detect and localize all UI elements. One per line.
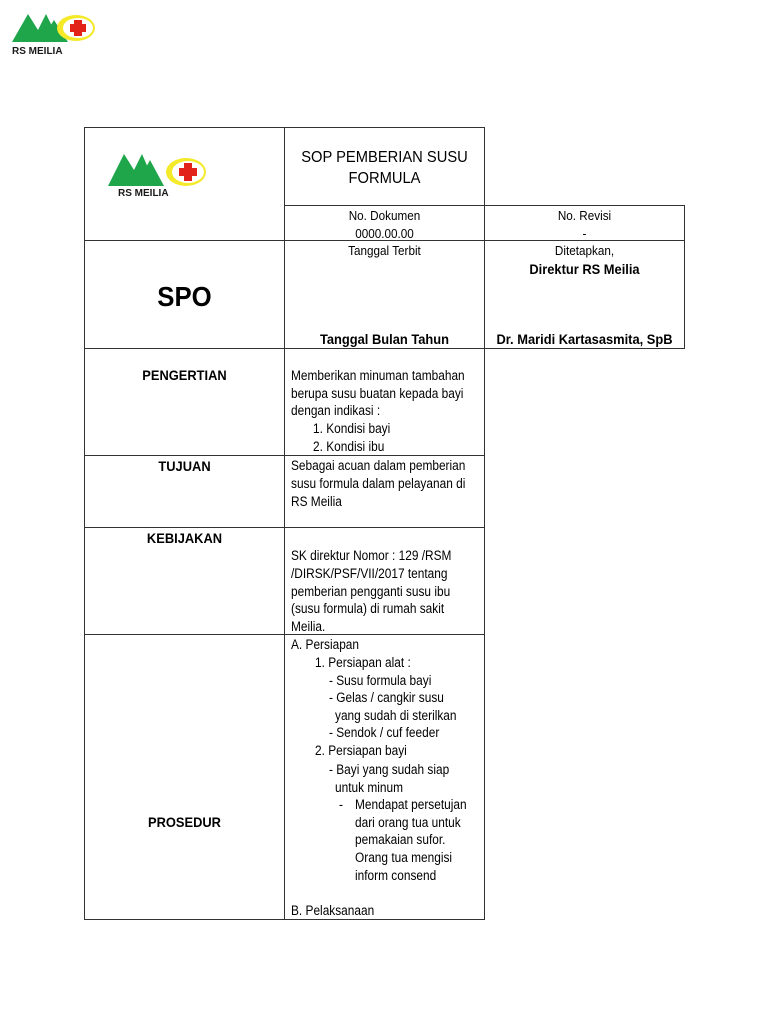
logo-text: RS MEILIA [12, 46, 63, 57]
tujuan-line: susu formula dalam pelayanan di [291, 476, 466, 491]
document-title-line1: SOP PEMBERIAN SUSU [301, 149, 468, 166]
pengertian-line: berupa susu buatan kepada bayi [291, 386, 464, 401]
prosedur-subitem: yang sudah di sterilkan [335, 708, 457, 723]
prosedur-subitem: Mendapat persetujan [355, 797, 467, 812]
pengertian-list-item: 2. Kondisi ibu [313, 439, 385, 454]
prosedur-item: 1. Persiapan alat : [315, 655, 411, 670]
prosedur-subitem: - Gelas / cangkir susu [329, 690, 444, 705]
title-cell [284, 127, 485, 206]
prosedur-subitem: - Sendok / cuf feeder [329, 725, 440, 740]
tujuan-label: TUJUAN [158, 458, 211, 474]
prosedur-heading: B. Pelaksanaan [291, 903, 375, 918]
doc-number-value: 0000.00.00 [355, 225, 414, 241]
tujuan-line: RS Meilia [291, 494, 342, 509]
prosedur-subitem: dari orang tua untuk [355, 815, 461, 830]
pengertian-list-item: 1. Kondisi bayi [313, 421, 391, 436]
prosedur-label: PROSEDUR [147, 814, 221, 830]
prosedur-subitem: - Bayi yang sudah siap [329, 762, 450, 777]
doc-number-label: No. Dokumen [348, 208, 421, 223]
pengertian-content-cell [284, 348, 485, 456]
pengertian-line: dengan indikasi : [291, 403, 381, 418]
issue-date-value: Tanggal Bulan Tahun [319, 331, 450, 347]
pengertian-line: Memberikan minuman tambahan [291, 368, 465, 383]
hospital-logo [2, 2, 110, 60]
pengertian-label-cell [84, 348, 285, 456]
issue-date-cell [284, 240, 485, 349]
document-title-line2: FORMULA [348, 170, 421, 187]
kebijakan-label-cell [84, 527, 285, 635]
approved-label: Ditetapkan, [554, 243, 615, 258]
tujuan-line: Sebagai acuan dalam pemberian [291, 458, 466, 473]
tujuan-label-cell [84, 455, 285, 528]
kebijakan-line: SK direktur Nomor : 129 /RSM [291, 548, 452, 563]
approval-cell [484, 240, 685, 349]
kebijakan-line: /DIRSK/PSF/VII/2017 tentang [291, 566, 448, 581]
issue-date-label: Tanggal Terbit [348, 243, 421, 258]
spo-label: SPO [157, 281, 212, 312]
approver-title: Direktur RS Meilia [529, 261, 640, 277]
revision-value: - [582, 225, 587, 241]
kebijakan-label: KEBIJAKAN [146, 530, 223, 546]
prosedur-item: 2. Persiapan bayi [315, 743, 407, 758]
prosedur-subitem: Orang tua mengisi [355, 850, 453, 865]
prosedur-bullet: - [339, 797, 343, 812]
spo-cell [84, 240, 285, 349]
kebijakan-line: pemberian pengganti susu ibu [291, 584, 451, 599]
kebijakan-line: Meilia. [291, 619, 326, 634]
approver-name: Dr. Maridi Kartasasmita, SpB [496, 331, 673, 347]
prosedur-subitem: - Susu formula bayi [329, 673, 432, 688]
doc-number-cell [284, 205, 485, 241]
tujuan-content-cell [284, 455, 485, 528]
kebijakan-content-cell [284, 527, 485, 635]
prosedur-subitem: untuk minum [335, 780, 404, 795]
hospital-logo-small [108, 146, 216, 204]
prosedur-subitem: inform consend [355, 868, 437, 883]
revision-label: No. Revisi [557, 208, 612, 223]
prosedur-label-cell [84, 634, 285, 920]
logo-text-small: RS MEILIA [118, 188, 169, 199]
prosedur-heading: A. Persiapan [291, 637, 360, 652]
pengertian-label: PENGERTIAN [142, 367, 227, 383]
kebijakan-line: (susu formula) di rumah sakit [291, 601, 445, 616]
prosedur-subitem: pemakaian sufor. [355, 832, 446, 847]
revision-cell [484, 205, 685, 241]
prosedur-content-cell [284, 634, 485, 920]
